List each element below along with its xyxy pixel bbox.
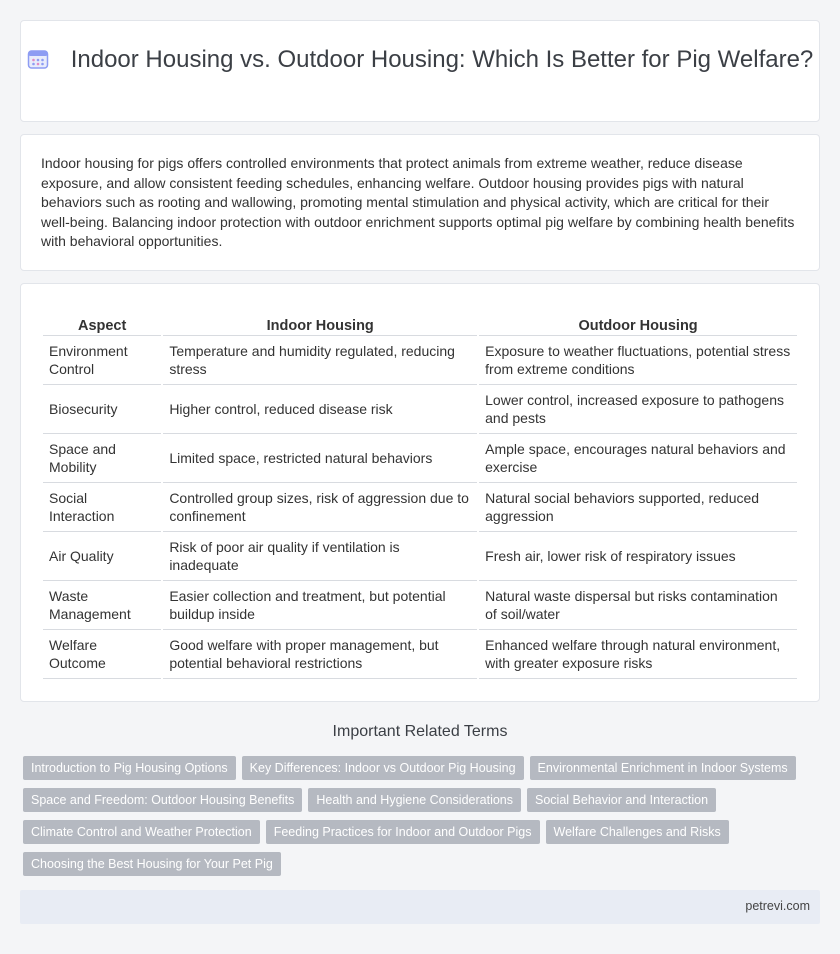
table-row: [43, 336, 797, 385]
header-aspect: Aspect: [43, 316, 161, 336]
calendar-icon: [27, 48, 49, 70]
page-title: Indoor Housing vs. Outdoor Housing: Which Is Better for Pig Welfare?: [70, 46, 814, 73]
related-term-tag[interactable]: Introduction to Pig Housing Options: [23, 756, 236, 780]
outdoor-cell: Lower control, increased exposure to pathogens and pests: [479, 385, 797, 434]
comparison-card: [20, 283, 820, 702]
outdoor-cell: Enhanced welfare through natural environment, with greater exposure risks: [479, 630, 797, 679]
indoor-cell: Controlled group sizes, risk of aggression due to confinement: [163, 483, 477, 532]
related-term-tag[interactable]: Social Behavior and Interaction: [527, 788, 716, 812]
table-row: [43, 581, 797, 630]
table-header-row: [43, 316, 797, 336]
indoor-cell: Good welfare with proper management, but potential behavioral restrictions: [163, 630, 477, 679]
outdoor-cell: Ample space, encourages natural behaviors and exercise: [479, 434, 797, 483]
aspect-cell: Biosecurity: [43, 385, 161, 434]
header-indoor: Indoor Housing: [163, 316, 477, 336]
outdoor-cell: Exposure to weather fluctuations, potential stress from extreme conditions: [479, 336, 797, 385]
intro-card: [20, 134, 820, 271]
indoor-cell: Easier collection and treatment, but potential buildup inside: [163, 581, 477, 630]
outdoor-cell: Natural waste dispersal but risks contamination of soil/water: [479, 581, 797, 630]
page-title-wrap: [21, 45, 819, 74]
aspect-cell: Environment Control: [43, 336, 161, 385]
related-term-tag[interactable]: Choosing the Best Housing for Your Pet Pig: [23, 852, 281, 876]
related-term-tag[interactable]: Key Differences: Indoor vs Outdoor Pig Housing: [242, 756, 524, 780]
indoor-cell: Risk of poor air quality if ventilation is inadequate: [163, 532, 477, 581]
related-term-tag[interactable]: Feeding Practices for Indoor and Outdoor Pigs: [266, 820, 540, 844]
outdoor-cell: Fresh air, lower risk of respiratory issues: [479, 532, 797, 581]
table-row: [43, 483, 797, 532]
title-card: [20, 20, 820, 122]
table-row: [43, 434, 797, 483]
related-term-tag[interactable]: Space and Freedom: Outdoor Housing Benefits: [23, 788, 302, 812]
aspect-cell: Welfare Outcome: [43, 630, 161, 679]
intro-paragraph: Indoor housing for pigs offers controlled environments that protect animals from extreme weather, reduce disease exposure, and allow consistent feeding schedules, enhancing welfare. Outdoor housing provides pigs with natural behaviors such as rooting and wallowing, promoting mental stimulation and physical activity, which are critical for their well-being. Balancing indoor protection with outdoor enrichment supports optimal pig welfare by combining health benefits with behavioral opportunities.: [41, 155, 795, 249]
outdoor-cell: Natural social behaviors supported, reduced aggression: [479, 483, 797, 532]
aspect-cell: Social Interaction: [43, 483, 161, 532]
footer-site-link[interactable]: petrevi.com: [745, 899, 810, 913]
aspect-cell: Space and Mobility: [43, 434, 161, 483]
related-terms-list: [23, 756, 813, 876]
footer-bar: [20, 890, 820, 924]
header-outdoor: Outdoor Housing: [479, 316, 797, 336]
related-terms-heading: Important Related Terms: [332, 723, 508, 740]
table-row: [43, 385, 797, 434]
indoor-cell: Temperature and humidity regulated, reducing stress: [163, 336, 477, 385]
aspect-cell: Air Quality: [43, 532, 161, 581]
aspect-cell: Waste Management: [43, 581, 161, 630]
related-term-tag[interactable]: Welfare Challenges and Risks: [546, 820, 729, 844]
table-row: [43, 630, 797, 679]
related-term-tag[interactable]: Climate Control and Weather Protection: [23, 820, 260, 844]
related-term-tag[interactable]: Health and Hygiene Considerations: [308, 788, 521, 812]
comparison-table: [41, 316, 799, 679]
related-term-tag[interactable]: Environmental Enrichment in Indoor Systems: [530, 756, 796, 780]
indoor-cell: Limited space, restricted natural behaviors: [163, 434, 477, 483]
indoor-cell: Higher control, reduced disease risk: [163, 385, 477, 434]
table-row: [43, 532, 797, 581]
